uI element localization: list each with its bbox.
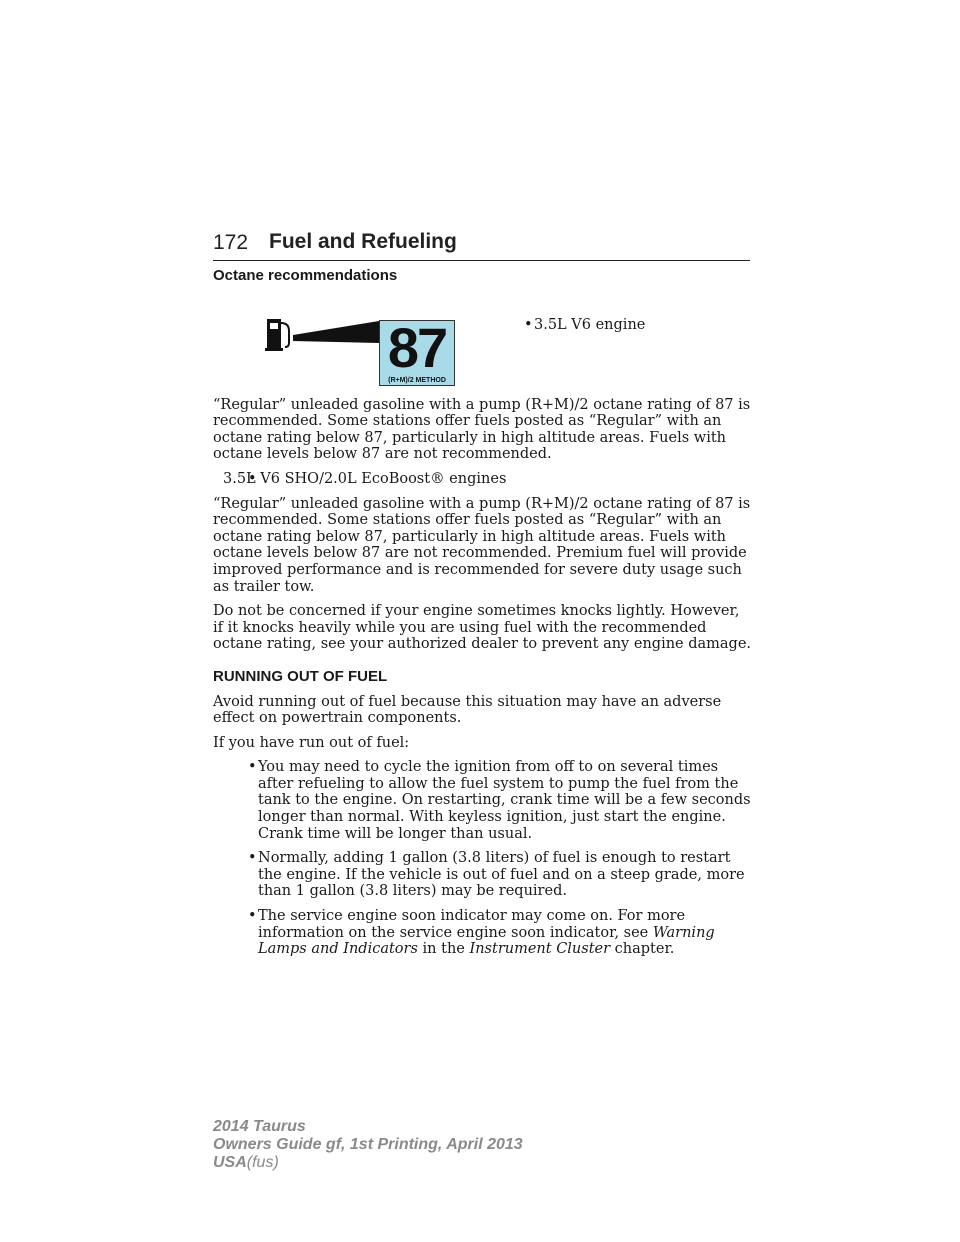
running-out-item-1-text: You may need to cycle the ignition from off to on several times after refueling to allow the fuel system to pump the fuel from the tank to the engine. On restarting, crank time will be a few seconds longer than normal. With keyless ignition, just start the engine. Crank time will be longer than usual. [258, 759, 751, 842]
running-out-item-3-text-c: chapter. [610, 941, 675, 958]
octane-paragraph-1: “Regular” unleaded gasoline with a pump (R+M)/2 octane rating of 87 is recommended. Some stations offer fuels posted as “Regular” with an octane rating below 87, particularly in high altitude areas. Fuels with octane levels below 87 are not recommended. [213, 396, 751, 463]
page-content [213, 268, 753, 966]
page-header [213, 230, 750, 261]
instrument-cluster-reference: Instrument Cluster [469, 941, 611, 958]
octane-figure [213, 291, 753, 384]
footer-line-3 [213, 1154, 523, 1172]
running-out-item-2-text: Normally, adding 1 gallon (3.8 liters) of fuel is enough to restart the engine. If the vehicle is out of fuel and on a steep grade, more than 1 gallon (3.8 liters) may be required. [258, 850, 745, 900]
engine-item-sho [213, 471, 753, 488]
engine-item-v6-text: 3.5L V6 engine [534, 316, 646, 333]
page-footer [213, 1118, 523, 1172]
engine-item-v6 [489, 317, 960, 334]
footer-region: USA [213, 1154, 247, 1171]
running-out-item-3-text-a: The service engine soon indicator may come on. For more information on the service engine soon indicator, see [258, 908, 686, 941]
running-out-intro: Avoid running out of fuel because this situation may have an adverse effect on powertrain components. [213, 693, 722, 727]
octane-rating-method: (R+M)/2 METHOD [388, 376, 446, 384]
octane-paragraph-3: Do not be concerned if your engine sometimes knocks lightly. However, if it knocks heavily while you are using fuel with the recommended octane rating, see your authorized dealer to prevent any engine damage. [213, 603, 752, 653]
label-pointer-graphic [293, 291, 383, 371]
chapter-title: Fuel and Refueling [269, 230, 457, 253]
running-out-item-3 [213, 908, 753, 958]
octane-heading: Octane recommendations [213, 267, 398, 284]
footer-line-2: Owners Guide gf, 1st Printing, April 2013 [213, 1136, 523, 1153]
running-out-title: RUNNING OUT OF FUEL [213, 667, 388, 685]
octane-rating-number: 87 [387, 315, 447, 379]
footer-line-1: 2014 Taurus [213, 1118, 306, 1135]
running-out-item-2 [213, 850, 753, 900]
octane-rating-label [379, 315, 455, 386]
engine-item-sho-text: 3.5L V6 SHO/2.0L EcoBoost® engines [223, 470, 507, 487]
running-out-item-3-text-b: in the [417, 941, 470, 958]
page-number: 172 [213, 231, 249, 254]
footer-region-code: (fus) [246, 1154, 279, 1171]
running-out-item-1 [213, 759, 753, 842]
octane-paragraph-2: “Regular” unleaded gasoline with a pump (R+M)/2 octane rating of 87 is recommended. Some stations offer fuels posted as “Regular” with an octane rating below 87, particularly in high altitude areas. Fuels with octane levels below 87 are not recommended. Premium fuel will provide improved performance and is recommended for severe duty usage such as trailer tow. [213, 495, 751, 595]
running-out-lead: If you have run out of fuel: [213, 734, 410, 751]
warning-lamps-reference: Warning Lamps and Indicators [258, 924, 715, 958]
